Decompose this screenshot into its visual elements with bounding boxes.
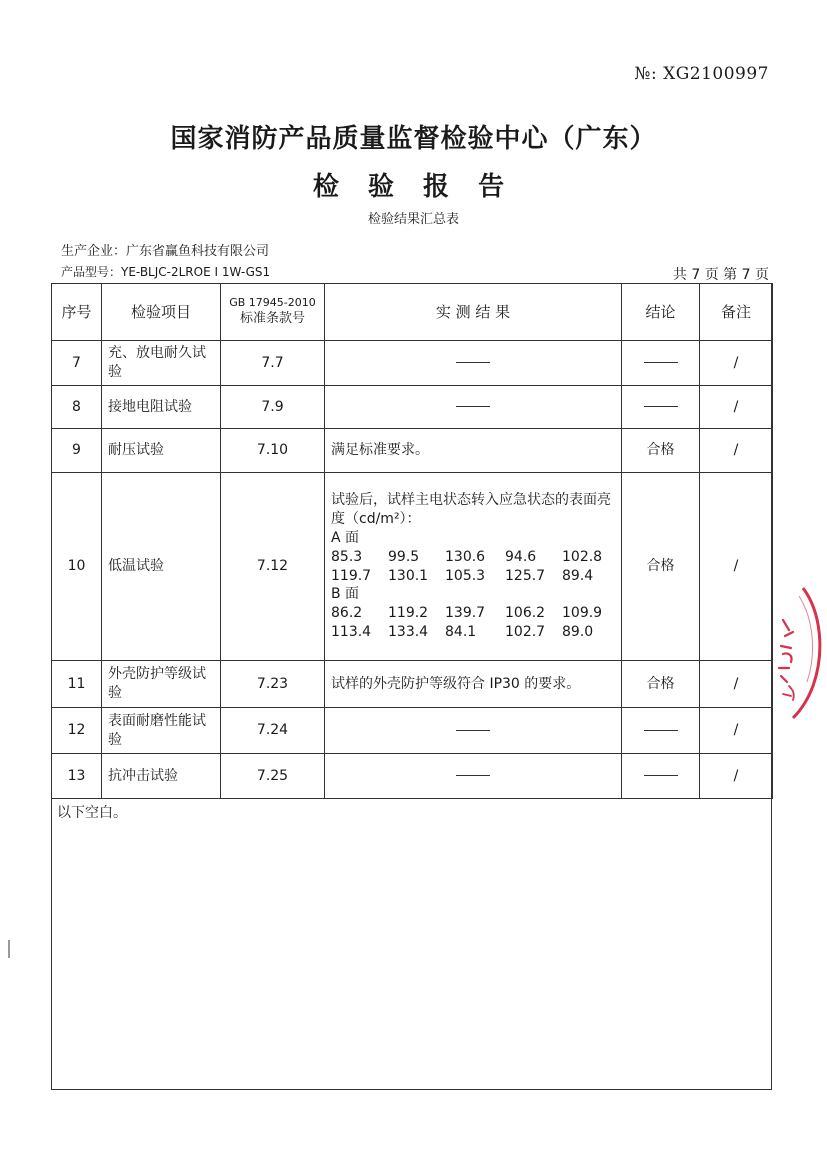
value-cell: 102.8 bbox=[562, 548, 603, 565]
dash-mark bbox=[456, 406, 490, 407]
value-cell: 99.5 bbox=[388, 548, 420, 565]
value-cell: 113.4 bbox=[331, 624, 372, 641]
cell-seq: 12 bbox=[52, 708, 102, 754]
dash-mark bbox=[456, 362, 490, 363]
header-result: 实 测 结 果 bbox=[325, 284, 622, 341]
header-clause-label: 标准条款号 bbox=[239, 310, 305, 326]
page-counter: 共 7 页 第 7 页 bbox=[672, 267, 769, 283]
blank-below-note: 以下空白。 bbox=[57, 805, 127, 821]
cell-item: 接地电阻试验 bbox=[102, 386, 221, 429]
cell-seq: 8 bbox=[52, 386, 102, 429]
cell-item: 耐压试验 bbox=[102, 429, 221, 473]
cell-item: 低温试验 bbox=[102, 473, 221, 661]
cell-clause: 7.23 bbox=[221, 661, 325, 708]
header-clause bbox=[221, 284, 325, 341]
cell-remark: / bbox=[700, 473, 773, 661]
dash-mark bbox=[644, 730, 678, 731]
table-row bbox=[52, 754, 773, 799]
cell-seq: 7 bbox=[52, 341, 102, 386]
results-summary-table bbox=[51, 283, 773, 799]
face-b-label: B 面 bbox=[331, 586, 360, 603]
header-remark: 备注 bbox=[700, 284, 773, 341]
face-a-label: A 面 bbox=[331, 529, 360, 546]
face-a-values-row1 bbox=[331, 548, 615, 567]
cell-result bbox=[325, 386, 622, 429]
cell-remark: / bbox=[700, 754, 773, 799]
cell-item: 抗冲击试验 bbox=[102, 754, 221, 799]
cell-remark: / bbox=[700, 708, 773, 754]
header-item: 检验项目 bbox=[102, 284, 221, 341]
table-row bbox=[52, 341, 773, 386]
cell-item: 表面耐磨性能试验 bbox=[102, 708, 221, 754]
cell-conclusion bbox=[622, 341, 700, 386]
dash-mark bbox=[644, 362, 678, 363]
cell-result-low-temp bbox=[325, 473, 622, 661]
cell-seq: 9 bbox=[52, 429, 102, 473]
cell-remark: / bbox=[700, 661, 773, 708]
value-cell: 119.2 bbox=[388, 605, 429, 622]
value-cell: 139.7 bbox=[445, 605, 486, 622]
table-row bbox=[52, 473, 773, 661]
dash-mark bbox=[644, 775, 678, 776]
face-a-values-row2 bbox=[331, 567, 615, 586]
value-cell: 86.2 bbox=[331, 605, 363, 622]
value-cell: 130.6 bbox=[445, 548, 486, 565]
table-row bbox=[52, 661, 773, 708]
cell-remark: / bbox=[700, 429, 773, 473]
value-cell: 94.6 bbox=[505, 548, 537, 565]
value-cell: 84.1 bbox=[445, 624, 477, 641]
cell-result: 试样的外壳防护等级符合 IP30 的要求。 bbox=[325, 661, 622, 708]
dash-mark bbox=[644, 406, 678, 407]
cell-seq: 10 bbox=[52, 473, 102, 661]
face-b-values-row1 bbox=[331, 604, 615, 623]
value-cell: 89.4 bbox=[562, 567, 594, 584]
cell-remark: / bbox=[700, 341, 773, 386]
cell-conclusion bbox=[622, 386, 700, 429]
table-row bbox=[52, 386, 773, 429]
dash-mark bbox=[456, 775, 490, 776]
report-number: №: XG2100997 bbox=[634, 64, 769, 84]
cell-result: 满足标准要求。 bbox=[325, 429, 622, 473]
cell-conclusion: 合格 bbox=[622, 473, 700, 661]
official-seal-stamp bbox=[773, 582, 827, 722]
organization-title: 国家消防产品质量监督检验中心（广东） bbox=[170, 124, 657, 154]
cell-clause: 7.25 bbox=[221, 754, 325, 799]
cell-remark: / bbox=[700, 386, 773, 429]
table-row bbox=[52, 708, 773, 754]
value-cell: 119.7 bbox=[331, 567, 372, 584]
cell-seq: 11 bbox=[52, 661, 102, 708]
cell-conclusion: 合格 bbox=[622, 661, 700, 708]
cell-result bbox=[325, 754, 622, 799]
table-row bbox=[52, 429, 773, 473]
cell-conclusion bbox=[622, 708, 700, 754]
cell-item: 外壳防护等级试验 bbox=[102, 661, 221, 708]
header-standard-code: GB 17945-2010 bbox=[229, 296, 316, 310]
header-seq: 序号 bbox=[52, 284, 102, 341]
value-cell: 105.3 bbox=[445, 567, 486, 584]
value-cell: 89.0 bbox=[562, 624, 594, 641]
value-cell: 125.7 bbox=[505, 567, 546, 584]
value-cell: 133.4 bbox=[388, 624, 429, 641]
cell-clause: 7.9 bbox=[221, 386, 325, 429]
manufacturer-line: 生产企业：广东省赢鱼科技有限公司 bbox=[61, 244, 270, 259]
cell-seq: 13 bbox=[52, 754, 102, 799]
scan-edge-mark bbox=[8, 940, 10, 958]
table-header-row bbox=[52, 284, 773, 341]
product-model-line: 产品型号：YE-BLJC-2LROE I 1W-GS1 bbox=[61, 265, 271, 279]
cell-conclusion bbox=[622, 754, 700, 799]
value-cell: 85.3 bbox=[331, 548, 363, 565]
cell-clause: 7.12 bbox=[221, 473, 325, 661]
value-cell: 130.1 bbox=[388, 567, 429, 584]
value-cell: 102.7 bbox=[505, 624, 546, 641]
document-subtitle: 检验结果汇总表 bbox=[367, 212, 459, 227]
cell-clause: 7.10 bbox=[221, 429, 325, 473]
cell-conclusion: 合格 bbox=[622, 429, 700, 473]
value-cell: 109.9 bbox=[562, 605, 603, 622]
header-conclusion: 结论 bbox=[622, 284, 700, 341]
dash-mark bbox=[456, 730, 490, 731]
cell-item: 充、放电耐久试验 bbox=[102, 341, 221, 386]
cell-result bbox=[325, 708, 622, 754]
document-title: 检 验 报 告 bbox=[312, 172, 515, 202]
value-cell: 106.2 bbox=[505, 605, 546, 622]
cell-result bbox=[325, 341, 622, 386]
face-b-values-row2 bbox=[331, 623, 615, 642]
low-temp-intro: 试验后，试样主电状态转入应急状态的表面亮度（cd/m²）： bbox=[331, 491, 611, 527]
cell-clause: 7.24 bbox=[221, 708, 325, 754]
cell-clause: 7.7 bbox=[221, 341, 325, 386]
